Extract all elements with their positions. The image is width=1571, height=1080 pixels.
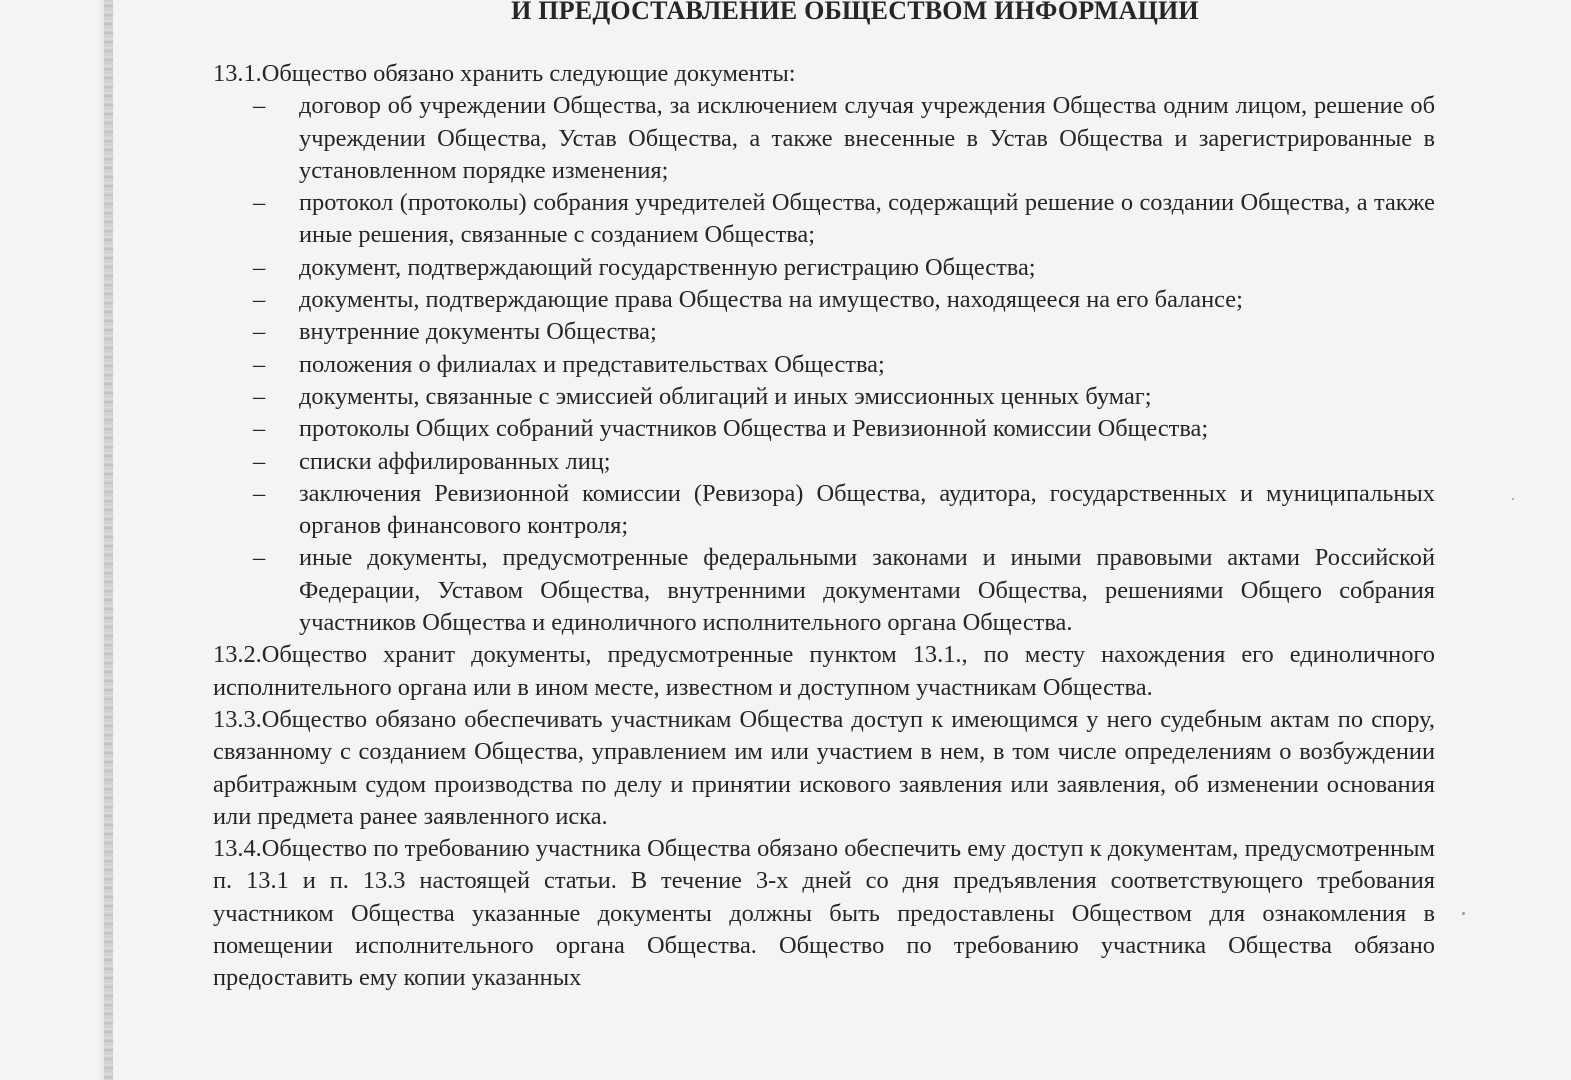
list-item-text: протокол (протоколы) собрания учредителей Общества, содержащий решение о создании Общества, а также иные решения, связанные с созданием Общества; [299,189,1435,249]
clause-13-1-lead: 13.1.Общество обязано хранить следующие документы: [213,60,796,87]
list-item [213,446,1435,478]
scan-speck [1512,498,1514,500]
binding-shadow [96,0,104,1080]
dash-marker: – [253,318,266,346]
section-heading: И ПРЕДОСТАВЛЕНИЕ ОБЩЕСТВОМ ИНФОРМАЦИИ [511,0,1199,25]
list-item-text: договор об учреждении Общества, за исключением случая учреждения Общества одним лицом, решение об учреждении Общества, Устав Общества, а также внесенные в Устав Общества и зарегистрированные в установленном порядке изменения; [299,92,1435,184]
clause-13-2: 13.2.Общество хранит документы, предусмотренные пунктом 13.1., по месту нахождения его единоличного исполнительного органа или в ином месте, известном и доступном участникам Общества. [213,641,1435,701]
stored-documents-list [213,90,1435,639]
dash-marker: – [253,447,266,475]
dash-marker: – [253,253,266,281]
list-item [213,187,1435,252]
dash-marker: – [253,350,266,378]
list-item [213,413,1435,445]
binding-edge [104,0,113,1080]
list-item [213,381,1435,413]
dash-marker: – [253,92,266,120]
dash-marker: – [253,415,266,443]
list-item [213,542,1435,639]
list-item-text: документы, подтверждающие права Общества на имущество, находящееся на его балансе; [299,286,1243,314]
dash-marker: – [253,544,266,572]
list-item-text: положения о филиалах и представительствах Общества; [299,350,885,378]
list-item [213,478,1435,543]
list-item [213,90,1435,187]
clause-13-4: 13.4.Общество по требованию участника Общества обязано обеспечить ему доступ к документам, предусмотренным п. 13.1 и п. 13.3 настоящей статьи. В течение 3-х дней со дня предъявления соответствующего требования участником Общества указанные документы должны быть предоставлены Обществом для ознакомления в помещении исполнительного органа Общества. Общество по требованию участника Общества обязано предоставить ему копии указанных [213,835,1435,992]
dash-marker: – [253,382,266,410]
list-item-text: иные документы, предусмотренные федеральными законами и иными правовыми актами Российской Федерации, Уставом Общества, внутренними документами Общества, решениями Общего собрания участников Общества и единоличного исполнительного органа Общества. [299,544,1435,637]
list-item [213,252,1435,284]
list-item [213,284,1435,316]
list-item [213,349,1435,381]
dash-marker: – [253,286,266,314]
list-item [213,316,1435,348]
dash-marker: – [253,479,266,507]
document-body [213,58,1435,995]
list-item-text: документы, связанные с эмиссией облигаций и иных эмиссионных ценных бумаг; [299,382,1152,410]
scan-speck [1462,912,1465,915]
clause-13-3: 13.3.Общество обязано обеспечивать участникам Общества доступ к имеющимся у него судебным актам по спору, связанному с созданием Общества, управлением им или участием в нем, в том числе определениям о возбуждении арбитражным судом производства по делу и принятии искового заявления или заявления, об изменении основания или предмета ранее заявленного иска. [213,705,1435,830]
list-item-text: внутренние документы Общества; [299,318,657,346]
list-item-text: заключения Ревизионной комиссии (Ревизора) Общества, аудитора, государственных и муниципальных органов финансового контроля; [299,479,1435,540]
list-item-text: протоколы Общих собраний участников Общества и Ревизионной комиссии Общества; [299,415,1209,443]
list-item-text: списки аффилированных лиц; [299,447,611,475]
list-item-text: документ, подтверждающий государственную регистрацию Общества; [299,253,1036,281]
dash-marker: – [253,189,266,217]
